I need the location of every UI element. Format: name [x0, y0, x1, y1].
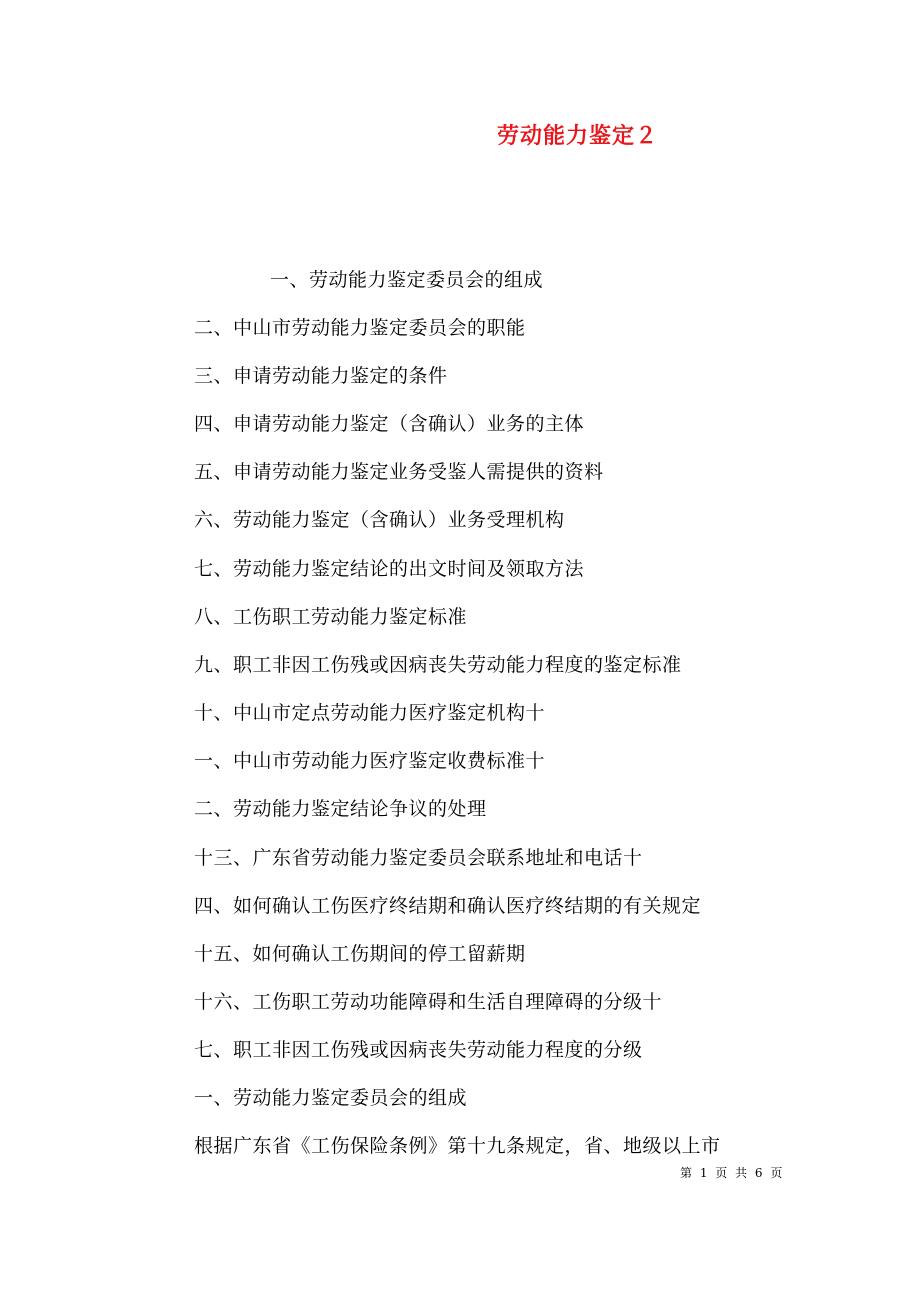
toc-line-3: 三、申请劳动能力鉴定的条件 — [194, 365, 448, 387]
toc-line-17: 七、职工非因工伤残或因病丧失劳动能力程度的分级 — [194, 1039, 643, 1061]
toc-line-9: 九、职工非因工伤残或因病丧失劳动能力程度的鉴定标准 — [194, 654, 682, 676]
toc-line-16: 十六、工伤职工劳动功能障碍和生活自理障碍的分级十 — [194, 991, 663, 1013]
page-number-footer: 第 1 页 共 6 页 — [680, 1166, 785, 1180]
toc-line-7: 七、劳动能力鉴定结论的出文时间及领取方法 — [194, 558, 585, 580]
toc-line-1: 一、劳动能力鉴定委员会的组成 — [270, 269, 544, 291]
toc-line-12: 二、劳动能力鉴定结论争议的处理 — [194, 798, 487, 820]
section-heading: 一、劳动能力鉴定委员会的组成 — [194, 1087, 468, 1109]
toc-line-2: 二、中山市劳动能力鉴定委员会的职能 — [194, 317, 526, 339]
toc-line-11: 一、中山市劳动能力医疗鉴定收费标准十 — [194, 750, 546, 772]
toc-line-6: 六、劳动能力鉴定（含确认）业务受理机构 — [194, 509, 565, 531]
body-paragraph: 根据广东省《工伤保险条例》第十九条规定，省、地级以上市 — [194, 1135, 721, 1157]
toc-line-13: 十三、广东省劳动能力鉴定委员会联系地址和电话十 — [194, 847, 643, 869]
toc-line-10: 十、中山市定点劳动能力医疗鉴定机构十 — [194, 702, 546, 724]
toc-line-4: 四、申请劳动能力鉴定（含确认）业务的主体 — [194, 413, 585, 435]
toc-line-14: 四、如何确认工伤医疗终结期和确认医疗终结期的有关规定 — [194, 895, 702, 917]
document-title: 劳动能力鉴定２ — [497, 123, 659, 149]
toc-line-8: 八、工伤职工劳动能力鉴定标准 — [194, 606, 468, 628]
toc-line-5: 五、申请劳动能力鉴定业务受鉴人需提供的资料 — [194, 461, 604, 483]
toc-line-15: 十五、如何确认工伤期间的停工留薪期 — [194, 943, 526, 965]
